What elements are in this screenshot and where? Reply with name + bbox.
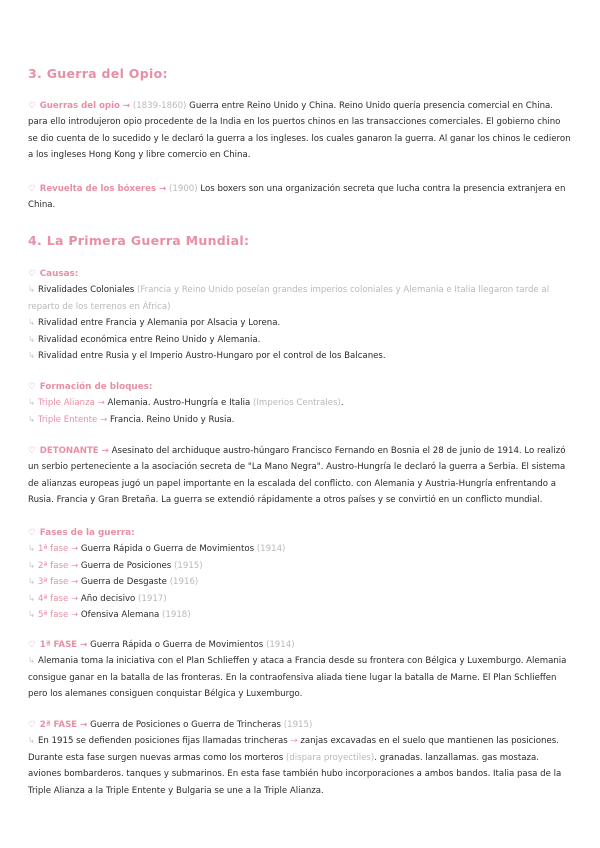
list-item: ↳ 1ª fase → Guerra Rápida o Guerra de Movimientos (1914) (28, 544, 286, 555)
heart-icon: ♡ (28, 446, 36, 456)
subitem-arrow-icon: ↳ (28, 593, 38, 604)
fases-block (28, 525, 572, 623)
subitem-arrow-icon: ↳ (28, 656, 38, 667)
causas-title: Causas: (39, 269, 79, 279)
detonante-label: DETONANTE → (39, 446, 109, 456)
opio-date: (1839-1860) (132, 101, 187, 111)
boxers-date: (1900) (169, 184, 198, 194)
bloques-title: Formación de bloques: (39, 382, 153, 392)
heart-icon: ♡ (28, 184, 36, 194)
boxers-text: Los boxers son una organización secreta que lucha contra la presencia extranjera en China. (28, 184, 566, 211)
list-item: ↳ Triple Entente → Francia. Reino Unido y Rusia. (28, 414, 235, 425)
list-item: ↳ Rivalidades Coloniales (Francia y Reino Unido poseían grandes imperios coloniales y Alemania e Italia llegaron tarde al reparto de los terrenos en África) (28, 285, 550, 312)
bloques-block (28, 379, 572, 428)
list-item: ↳ 3ª fase → Guerra de Desgaste (1916) (28, 577, 199, 588)
boxers-paragraph (28, 181, 572, 214)
heart-icon: ♡ (28, 640, 36, 650)
subitem-arrow-icon: ↳ (28, 577, 38, 588)
list-item: ↳ 2ª fase → Guerra de Posiciones (1915) (28, 560, 203, 571)
fase1-label: 1ª FASE → (39, 640, 88, 650)
subitem-arrow-icon: ↳ (28, 736, 38, 747)
fase2-label: 2ª FASE → (39, 720, 88, 730)
opio-label: Guerras del opio → (39, 101, 131, 111)
subitem-arrow-icon: ↳ (28, 560, 38, 571)
subitem-arrow-icon: ↳ (28, 334, 38, 345)
list-item: ↳ Rivalidad entre Francia y Alemania por Alsacia y Lorena. (28, 318, 281, 329)
heart-icon: ♡ (28, 382, 36, 392)
list-item: ↳ 4ª fase → Año decisivo (1917) (28, 593, 167, 604)
detonante-text: Asesinato del archiduque austro-húngaro Francisco Fernando en Bosnia el 28 de junio de 1914. Lo realizó un serbio perteneciente a la asociación secreta de "La Mano Negra". Austro-Hungría le declaró la guerra a Serbia. El sistema de alianzas europeas jugó un papel importante en la escalada del conflicto. con Alemania y Austria-Hungría enfrentando a Rusia. Francia y Gran Bretaña. La guerra se extendió rápidamente a otros países y se convirtió en un conflicto mundial. (28, 446, 566, 506)
fases-title: Fases de la guerra: (39, 528, 135, 538)
subitem-arrow-icon: ↳ (28, 285, 38, 296)
subitem-arrow-icon: ↳ (28, 351, 38, 362)
arrow-right-icon: → (290, 736, 298, 747)
subitem-arrow-icon: ↳ (28, 398, 38, 409)
opio-paragraph (28, 98, 572, 164)
detonante-paragraph (28, 443, 572, 509)
fase2-block: ♡ 2ª FASE → Guerra de Posiciones o Guerra de Trincheras (1915) ↳ En 1915 se defienden posiciones fijas llamadas trincheras → zanjas excavadas en el suelo que mantienen las posiciones. Durante esta fase surgen nuevas armas como los morteros (dispara proyectiles). granadas. lanzallamas. gas mostaza. aviones bombarderos. tanques y submarinos. En esta fase también hubo incorporaciones a ambos bandos. Italia pasa de la Triple Alianza a la Triple Entente y Bulgaria se une a la Triple Alianza. (28, 720, 562, 796)
heart-icon: ♡ (28, 720, 36, 730)
list-item: ↳ Rivalidad económica entre Reino Unido y Alemania. (28, 334, 261, 345)
fase1-text: Alemania toma la iniciativa con el Plan Schlieffen y ataca a Francia desde su frontera con Bélgica y Luxemburgo. Alemania consigue ganar en la batalla de las fronteras. En la contraofensiva aliada tiene lugar la batalla de Marne. El Plan Schlieffen pero los alemanes consiguen conquistar Bélgica y Luxemburgo. (28, 656, 567, 700)
opio-text: Guerra entre Reino Unido y China. Reino Unido quería presencia comercial en China. para ello introdujeron opio procedente de la India en los puertos chinos en las transacciones comerciales. El gobierno chino se dio cuenta de lo sucedido y le declaró la guerra a los ingleses. los cuales ganaron la guerra. Al ganar los chinos le cedieron a los ingleses Hong Kong y libre comercio en China. (28, 101, 571, 161)
list-item: ↳ 5ª fase → Ofensiva Alemana (1918) (28, 610, 191, 621)
subitem-arrow-icon: ↳ (28, 610, 38, 621)
section-3-title: 3. Guerra del Opio: (28, 66, 168, 81)
heart-icon: ♡ (28, 269, 36, 279)
fase1-block: ♡ 1ª FASE → Guerra Rápida o Guerra de Movimientos (1914) ↳ Alemania toma la iniciativa con el Plan Schlieffen y ataca a Francia desde su frontera con Bélgica y Luxemburgo. Alemania consigue ganar en la batalla de las fronteras. En la contraofensiva aliada tiene lugar la batalla de Marne. El Plan Schlieffen pero los alemanes consiguen conquistar Bélgica y Luxemburgo. (28, 640, 567, 700)
list-item: ↳ Triple Alianza → Alemania. Austro-Hungría e Italia (Imperios Centrales). (28, 398, 344, 409)
list-item: ↳ Rivalidad entre Rusia y el Imperio Austro-Hungaro por el control de los Balcanes. (28, 351, 386, 362)
subitem-arrow-icon: ↳ (28, 414, 38, 425)
heart-icon: ♡ (28, 528, 36, 538)
section-4-title: 4. La Primera Guerra Mundial: (28, 233, 250, 248)
causas-block (28, 266, 572, 364)
subitem-arrow-icon: ↳ (28, 318, 38, 329)
subitem-arrow-icon: ↳ (28, 544, 38, 555)
boxers-label: Revuelta de los bóxeres → (39, 184, 167, 194)
heart-icon: ♡ (28, 101, 36, 111)
